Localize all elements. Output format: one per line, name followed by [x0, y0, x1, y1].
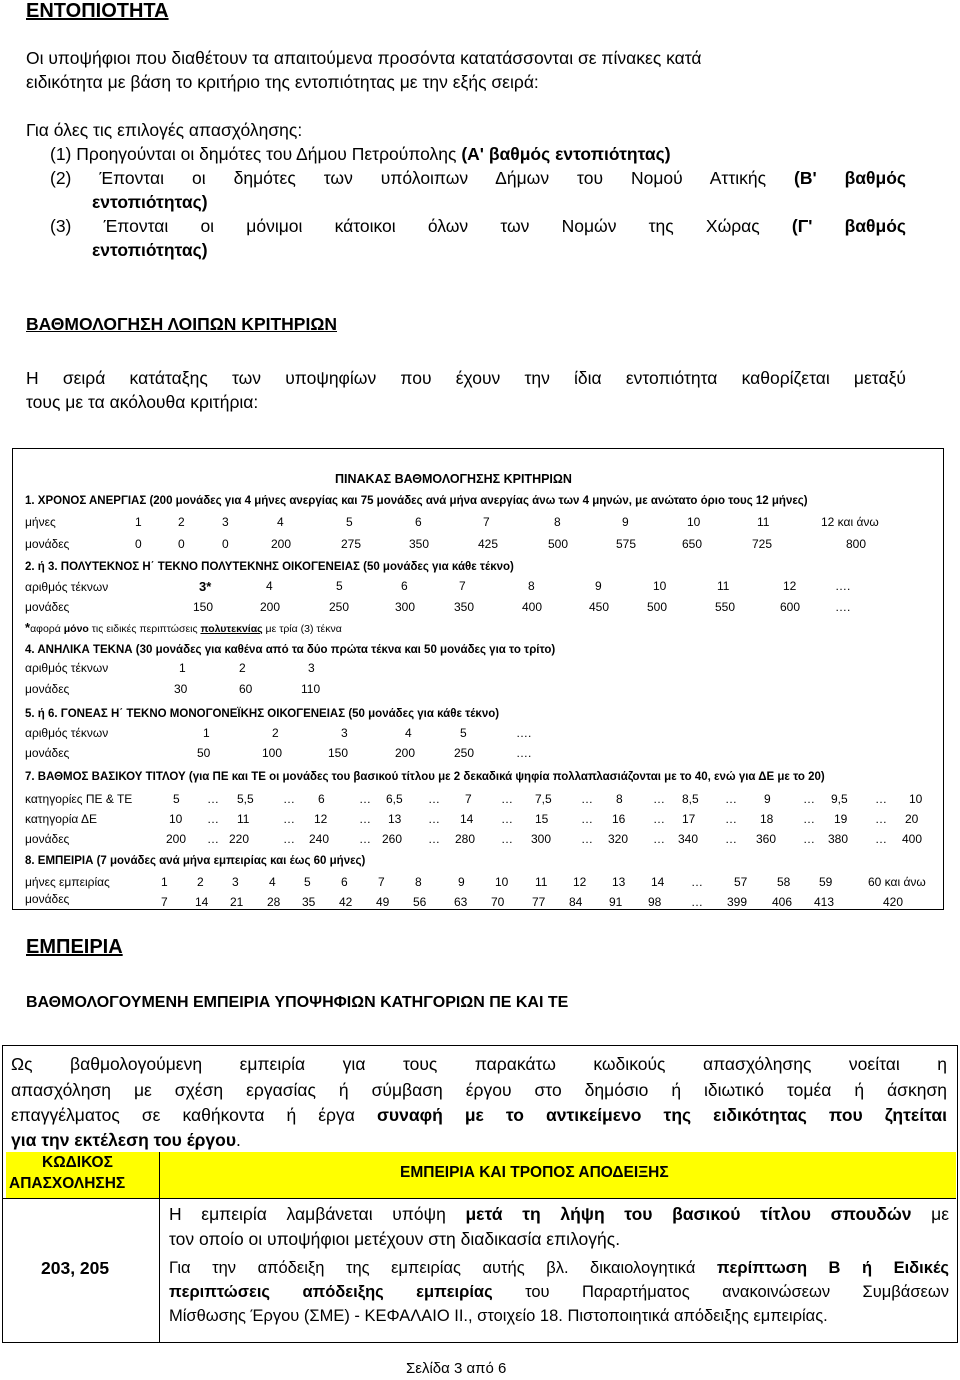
table-cell: 5 [460, 726, 467, 740]
table-cell: 49 [376, 895, 390, 909]
table-cell: … [428, 832, 440, 846]
table-cell: 0 [178, 537, 185, 551]
table-cell: 13 [612, 875, 626, 889]
table-cell: 12 και άνω [821, 515, 879, 529]
table-cell: … [283, 812, 295, 826]
table-cell: 57 [734, 875, 748, 889]
table-cell: …. [516, 726, 532, 740]
table-cell: 200 [260, 600, 281, 614]
table-cell: 400 [522, 600, 543, 614]
table-cell: … [803, 832, 815, 846]
table-cell: 6 [318, 792, 325, 806]
table-cell: 56 [413, 895, 427, 909]
table-cell: … [501, 832, 513, 846]
table-cell: 10 [909, 792, 923, 806]
table-cell: 650 [682, 537, 703, 551]
table-cell: 10 [687, 515, 701, 529]
table-cell: 1 [135, 515, 142, 529]
table-cell: 200 [271, 537, 292, 551]
intro-line-1: Οι υποψήφιοι που διαθέτουν τα απαιτούμενα προσόντα κατατάσσονται σε πίνακες κατά [26, 48, 702, 68]
table-cell: 63 [454, 895, 468, 909]
criterion-2-row-2-label: μονάδες [25, 600, 70, 614]
table-cell: 320 [608, 832, 629, 846]
table-cell: 8,5 [682, 792, 699, 806]
table-cell: 420 [883, 895, 904, 909]
table-cell: 399 [727, 895, 748, 909]
criterion-7-row-1-label: κατηγορίες ΠΕ & ΤΕ [25, 792, 133, 806]
criterion-4-row-2-label: μονάδες [25, 682, 70, 696]
table-cell: 18 [760, 812, 774, 826]
table-cell: 7 [378, 875, 385, 889]
table-cell: 260 [382, 832, 403, 846]
table-cell: 300 [531, 832, 552, 846]
job-code: 203, 205 [41, 1258, 110, 1278]
table-cell: 12 [573, 875, 587, 889]
criterion-7-title: 7. ΒΑΘΜΟΣ ΒΑΣΙΚΟΥ ΤΙΤΛΟΥ (για ΠΕ και ΤΕ οι μονάδες του βασικού τίτλου με 2 δεκαδικά ψηφία πολλαπλασιάζονται με το 40, ενώ για ΔΕ με το 20) [25, 771, 825, 783]
table-cell: 70 [491, 895, 505, 909]
table-cell: 1 [203, 726, 210, 740]
criterion-5-row-2-label: μονάδες [25, 746, 70, 760]
table-cell: 11 [757, 515, 770, 529]
criterion-8-row-2-label: μονάδες [25, 892, 70, 906]
table-cell: 406 [772, 895, 793, 909]
score-table [12, 448, 944, 910]
table-cell: 100 [262, 746, 283, 760]
table-cell: 84 [569, 895, 583, 909]
table-cell: 725 [752, 537, 773, 551]
criterion-2-row-1-label: αριθμός τέκνων [25, 580, 109, 594]
experience-def-line-2: απασχόληση με σχέση εργασίας ή σύμβαση έργου στο δημόσιο ή ιδιωτικό τομέα ή άσκηση [11, 1080, 947, 1100]
table-cell: … [653, 792, 665, 806]
table-cell: 14 [195, 895, 209, 909]
localness-item-1 [50, 142, 671, 166]
table-cell: 21 [230, 895, 244, 909]
table-cell: 17 [682, 812, 696, 826]
criterion-4-title: 4. ΑΝΗΛΙΚΑ ΤΕΚΝΑ (30 μονάδες για καθένα από τα δύο πρώτα τέκνα και 50 μονάδες για το τρίτο) [25, 644, 556, 656]
criterion-2-title: 2. ή 3. ΠΟΛΥΤΕΚΝΟΣ Η΄ ΤΕΚΝΟ ΠΟΛΥΤΕΚΝΗΣ ΟΙΚΟΓΕΝΕΙΑΣ (50 μονάδες για κάθε τέκνο) [25, 561, 514, 573]
table-cell: … [359, 792, 371, 806]
table-cell: … [581, 812, 593, 826]
table-cell: 2 [272, 726, 279, 740]
criterion-1-title: 1. ΧΡΟΝΟΣ ΑΝΕΡΓΙΑΣ (200 μονάδες για 4 μήνες ανεργίας και 75 μονάδες ανά μήνα ανεργίας άνω των 4 μηνών, με ανώτατο όριο τους 12 μήνες) [25, 495, 808, 507]
table-cell: 5 [304, 875, 311, 889]
score-table-title: ΠΙΝΑΚΑΣ ΒΑΘΜΟΛΟΓΗΣΗΣ ΚΡΙΤΗΡΙΩΝ [335, 472, 572, 486]
table-cell: … [359, 832, 371, 846]
table-cell: …. [835, 600, 851, 614]
table-cell: 77 [532, 895, 546, 909]
section-title-other-criteria: ΒΑΘΜΟΛΟΓΗΣΗ ΛΟΙΠΩΝ ΚΡΙΤΗΡΙΩΝ [26, 314, 338, 334]
table-cell: 10 [495, 875, 509, 889]
table-cell: 9,5 [831, 792, 848, 806]
table-cell: 4 [405, 726, 412, 740]
table-cell: 800 [846, 537, 867, 551]
table-cell: 9 [764, 792, 771, 806]
table-cell: 10 [653, 579, 667, 593]
table-cell: 19 [834, 812, 848, 826]
experience-def-line-1: Ως βαθμολογούμενη εμπειρία για τους παρακάτω κωδικούς απασχόλησης νοείται η [11, 1054, 947, 1074]
table-cell: … [691, 895, 703, 909]
table-cell: 275 [341, 537, 362, 551]
table-cell: … [653, 832, 665, 846]
table-cell: 400 [902, 832, 923, 846]
table-cell: … [725, 832, 737, 846]
table-cell: 91 [609, 895, 623, 909]
table-cell: 350 [454, 600, 475, 614]
table-cell: 3* [199, 579, 212, 594]
table-cell: 5 [346, 515, 353, 529]
experience-desc-line-2: τον οποίο οι υποψήφιοι μετέχουν στη διαδικασία επιλογής. [169, 1229, 621, 1249]
table-cell: 9 [622, 515, 629, 529]
table-cell: 6 [401, 579, 408, 593]
table-cell: … [875, 792, 887, 806]
table-cell: 9 [458, 875, 465, 889]
localness-item-2 [50, 166, 906, 190]
experience-desc-line-1: Η εμπειρία λαμβάνεται υπόψη μετά τη λήψη του βασικού τίτλου σπουδών με [169, 1204, 949, 1224]
table-cell: 2 [197, 875, 204, 889]
table-cell: 1 [179, 661, 186, 675]
all-options-label: Για όλες τις επιλογές απασχόλησης: [26, 120, 303, 140]
localness-item-2-grade: (Β' βαθμός [794, 168, 906, 188]
table-cell: 13 [388, 812, 402, 826]
experience-subtitle: ΒΑΘΜΟΛΟΓΟΥΜΕΝΗ ΕΜΠΕΙΡΙΑ ΥΠΟΨΗΦΙΩΝ ΚΑΤΗΓΟΡΙΩΝ ΠΕ ΚΑΙ ΤΕ [26, 994, 569, 1011]
table-cell: … [725, 792, 737, 806]
table-cell: …. [835, 579, 851, 593]
experience-def-line-3: επαγγέλματος σε καθήκοντα ή έργα συναφή με το αντικείμενο της ειδικότητας που ζητείται [11, 1105, 947, 1125]
table-cell: … [428, 792, 440, 806]
table-cell: 8 [554, 515, 561, 529]
page-number: Σελίδα 3 από 6 [406, 1360, 507, 1377]
table-cell: 12 [314, 812, 328, 826]
table-cell: 0 [135, 537, 142, 551]
other-criteria-line-2: τους με τα ακόλουθα κριτήρια: [26, 392, 259, 412]
table-cell: 5 [336, 579, 343, 593]
criterion-4-row-1-label: αριθμός τέκνων [25, 661, 109, 675]
table-cell: …. [516, 746, 532, 760]
experience-def-line-4: για την εκτέλεση του έργου. [11, 1130, 241, 1150]
table-cell: 360 [756, 832, 777, 846]
table-cell: 3 [341, 726, 348, 740]
table-cell: … [501, 792, 513, 806]
table-cell: 2 [239, 661, 246, 675]
table-cell: 2 [178, 515, 185, 529]
table-cell: 220 [229, 832, 250, 846]
criterion-7-row-3-label: μονάδες [25, 832, 70, 846]
criterion-5-title: 5. ή 6. ΓΟΝΕΑΣ Η΄ ΤΕΚΝΟ ΜΟΝΟΓΟΝΕΪΚΗΣ ΟΙΚΟΓΕΝΕΙΑΣ (50 μονάδες για κάθε τέκνο) [25, 708, 500, 720]
criterion-2-note-star: * [25, 620, 31, 635]
table-cell: 60 και άνω [868, 875, 926, 889]
localness-item-3-grade: (Γ' βαθμός [791, 216, 907, 236]
table-cell: 14 [651, 875, 665, 889]
table-cell: 425 [478, 537, 499, 551]
table-cell: 16 [612, 812, 626, 826]
table-cell: 6 [415, 515, 422, 529]
localness-item-1-grade: (Α' βαθμός εντοπιότητας) [461, 144, 671, 164]
localness-item-2-grade-cont: εντοπιότητας) [92, 192, 208, 212]
table-cell: 3 [222, 515, 229, 529]
table-cell: 500 [548, 537, 569, 551]
table-cell: … [581, 832, 593, 846]
table-cell: 413 [814, 895, 835, 909]
table-cell: 98 [648, 895, 662, 909]
table-cell: 350 [409, 537, 430, 551]
table-cell: 4 [269, 875, 276, 889]
table-cell: 5,5 [237, 792, 254, 806]
localness-item-1-text: (1) Προηγούνται οι δημότες του Δήμου Πετρούπολης [50, 144, 462, 164]
experience-desc-line-3: Για την απόδειξη της εμπειρίας αυτής βλ. δικαιολογητικά περίπτωση Β ή Ειδικές [169, 1259, 949, 1277]
experience-desc-line-4: περιπτώσεις απόδειξης εμπειρίας του Παραρτήματος ανακοινώσεων Συμβάσεων [169, 1283, 949, 1301]
column-divider [159, 1152, 160, 1342]
table-cell: 10 [169, 812, 183, 826]
criterion-5-row-1-label: αριθμός τέκνων [25, 726, 109, 740]
criterion-7-row-2-label: κατηγορία ΔΕ [25, 812, 97, 826]
table-cell: … [691, 875, 703, 889]
table-cell: 60 [239, 682, 253, 696]
table-cell: 7 [483, 515, 490, 529]
table-cell: 7,5 [535, 792, 552, 806]
table-cell: 11 [237, 812, 250, 826]
table-cell: 59 [819, 875, 833, 889]
table-cell: 250 [454, 746, 475, 760]
table-cell: 4 [277, 515, 284, 529]
table-cell: … [803, 812, 815, 826]
table-cell: 575 [616, 537, 637, 551]
localness-item-3-grade-cont: εντοπιότητας) [92, 240, 208, 260]
table-cell: 14 [460, 812, 474, 826]
table-cell: 3 [308, 661, 315, 675]
table-cell: 6,5 [386, 792, 403, 806]
header-code-line-1: ΚΩΔΙΚΟΣ [42, 1154, 113, 1171]
header-code-line-2: ΑΠΑΣΧΟΛΗΣΗΣ [9, 1175, 126, 1192]
table-cell: 1 [161, 875, 168, 889]
table-cell: 28 [267, 895, 281, 909]
table-cell: 150 [328, 746, 349, 760]
table-cell: 20 [905, 812, 919, 826]
table-cell: 58 [777, 875, 791, 889]
table-cell: 3 [232, 875, 239, 889]
table-cell: 50 [197, 746, 211, 760]
localness-item-3-text: (3) Έπονται οι μόνιμοι κάτοικοι όλων των Νομών της Χώρας [50, 216, 792, 236]
localness-item-2-text: (2) Έπονται οι δημότες των υπόλοιπων Δήμων του Νομού Αττικής [50, 168, 794, 188]
table-cell: … [653, 812, 665, 826]
table-cell: 15 [535, 812, 549, 826]
experience-desc-line-5: Μίσθωσης Έργου (ΣΜΕ) - ΚΕΦΑΛΑΙΟ ΙΙ., στοιχείο 18. Πιστοποιητικά απόδειξης εμπειρίας. [169, 1307, 828, 1325]
table-cell: 7 [459, 579, 466, 593]
table-cell: 9 [595, 579, 602, 593]
table-cell: … [207, 792, 219, 806]
table-cell: 8 [415, 875, 422, 889]
table-cell: … [875, 832, 887, 846]
table-cell: … [359, 812, 371, 826]
experience-box [2, 1045, 958, 1343]
table-cell: 7 [465, 792, 472, 806]
table-cell: … [725, 812, 737, 826]
table-cell: … [428, 812, 440, 826]
table-cell: 0 [222, 537, 229, 551]
table-cell: 12 [783, 579, 797, 593]
header-divider [3, 1198, 956, 1199]
criterion-8-title: 8. ΕΜΠΕΙΡΙΑ (7 μονάδες ανά μήνα εμπειρίας και έως 60 μήνες) [25, 855, 366, 867]
intro-line-2: ειδικότητα με βάση το κριτήριο της εντοπιότητας με την εξής σειρά: [26, 72, 539, 92]
table-cell: 340 [678, 832, 699, 846]
criterion-1-row-1-label: μήνες [25, 515, 56, 529]
criterion-1-row-2-label: μονάδες [25, 537, 70, 551]
table-cell: 11 [535, 875, 548, 889]
table-cell: 150 [193, 600, 214, 614]
table-cell: … [207, 832, 219, 846]
section-title-experience: ΕΜΠΕΙΡΙΑ [26, 936, 123, 958]
table-cell: 200 [395, 746, 416, 760]
table-cell: 240 [309, 832, 330, 846]
table-cell: 4 [266, 579, 273, 593]
table-cell: 35 [302, 895, 316, 909]
table-cell: 250 [329, 600, 350, 614]
table-cell: 550 [715, 600, 736, 614]
table-cell: 450 [589, 600, 610, 614]
table-cell: 600 [780, 600, 801, 614]
table-cell: … [875, 812, 887, 826]
table-cell: 500 [647, 600, 668, 614]
table-cell: … [283, 792, 295, 806]
table-cell: … [207, 812, 219, 826]
table-cell: 6 [341, 875, 348, 889]
table-cell: 8 [528, 579, 535, 593]
table-cell: 7 [161, 895, 168, 909]
table-cell: 42 [339, 895, 353, 909]
table-cell: … [581, 792, 593, 806]
table-cell: 300 [395, 600, 416, 614]
criterion-2-note: *αφορά μόνο τις ειδικές περιπτώσεις πολυτεκνίας με τρία (3) τέκνα [25, 620, 342, 635]
table-cell: 5 [173, 792, 180, 806]
table-cell: 200 [166, 832, 187, 846]
table-cell: … [803, 792, 815, 806]
localness-item-3 [50, 214, 906, 238]
table-cell: 8 [616, 792, 623, 806]
table-cell: 30 [174, 682, 188, 696]
other-criteria-line-1: Η σειρά κατάταξης των υποψηφίων που έχουν την ίδια εντοπιότητα καθορίζεται μεταξύ [26, 368, 906, 388]
table-cell: … [283, 832, 295, 846]
table-cell: 380 [828, 832, 849, 846]
criterion-8-row-1-label: μήνες εμπειρίας [25, 875, 110, 889]
table-cell: 280 [455, 832, 476, 846]
table-cell: … [501, 812, 513, 826]
table-cell: 11 [717, 579, 730, 593]
header-experience-title: ΕΜΠΕΙΡΙΑ ΚΑΙ ΤΡΟΠΟΣ ΑΠΟΔΕΙΞΗΣ [400, 1164, 669, 1181]
section-title-localness: ΕΝΤΟΠΙΟΤΗΤΑ [26, 0, 169, 22]
table-cell: 110 [301, 682, 321, 696]
